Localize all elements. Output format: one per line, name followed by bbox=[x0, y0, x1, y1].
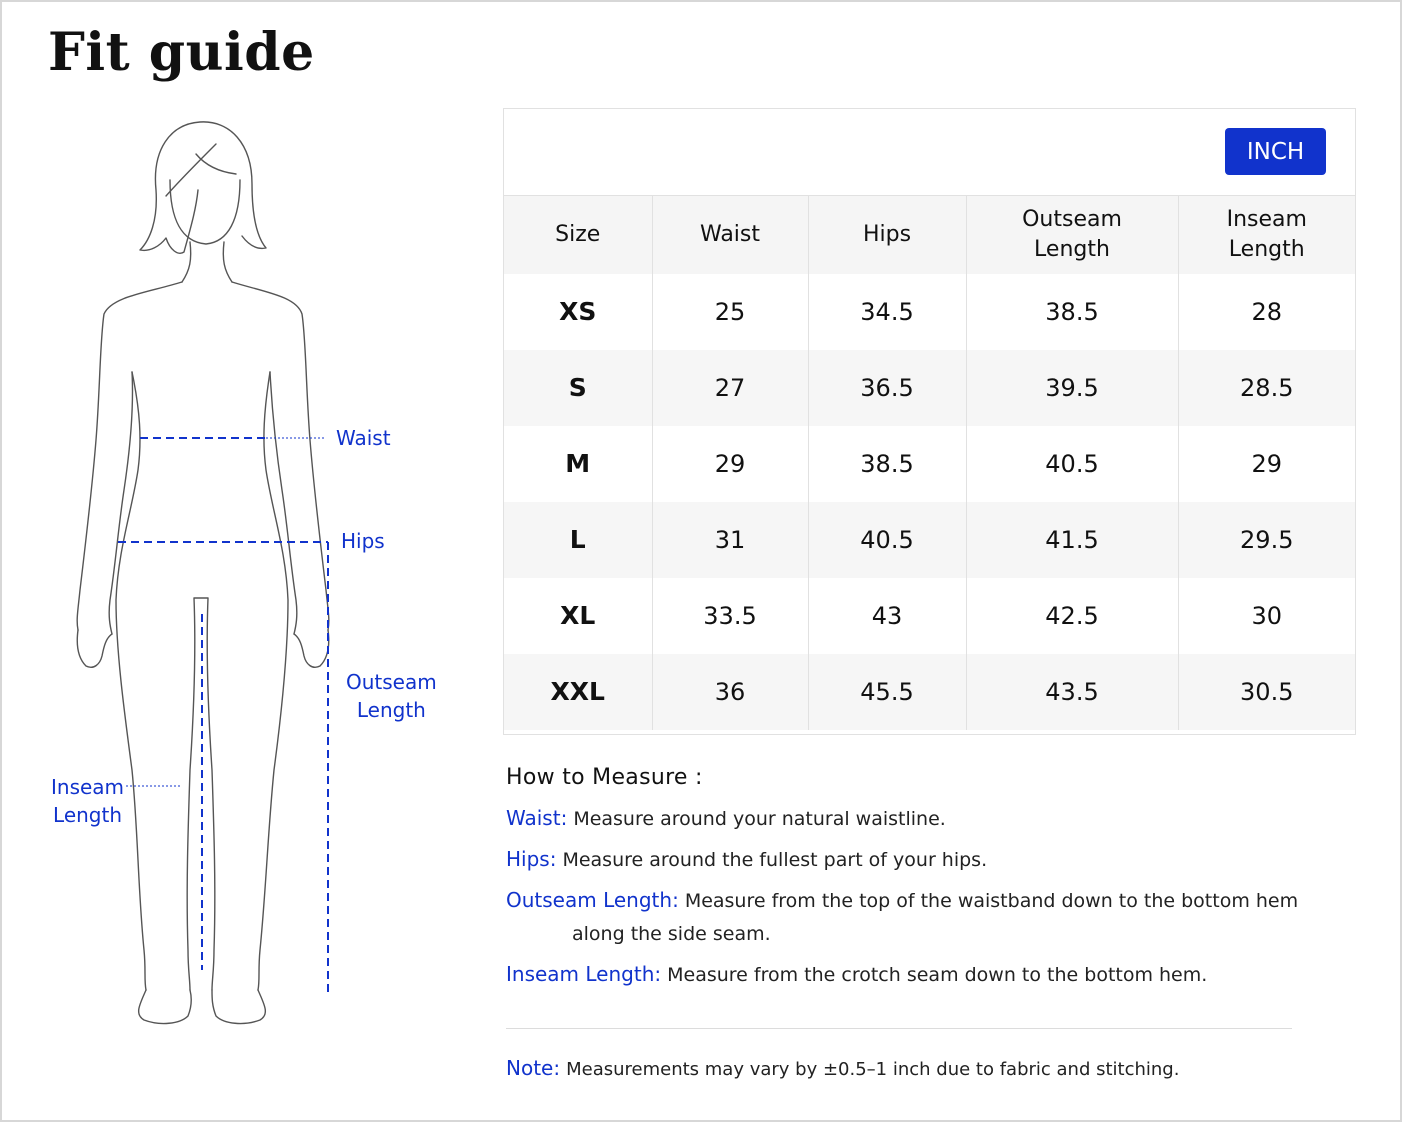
cell-waist: 31 bbox=[652, 502, 808, 578]
cell-outseam: 40.5 bbox=[966, 426, 1178, 502]
size-chart-card bbox=[503, 108, 1356, 735]
cell-size: M bbox=[504, 426, 652, 502]
header-outseam-line2: Length bbox=[1034, 236, 1110, 262]
measure-text: Measure around your natural waistline. bbox=[573, 808, 946, 830]
cell-size: L bbox=[504, 502, 652, 578]
cell-outseam: 42.5 bbox=[966, 578, 1178, 654]
measure-item-hips bbox=[506, 843, 1306, 877]
cell-waist: 33.5 bbox=[652, 578, 808, 654]
measure-key: Waist: bbox=[506, 806, 568, 830]
cell-size: XL bbox=[504, 578, 652, 654]
cell-outseam: 39.5 bbox=[966, 350, 1178, 426]
note-text: Measurements may vary by ±0.5–1 inch due to fabric and stitching. bbox=[566, 1059, 1180, 1080]
measurement-note bbox=[506, 1052, 1179, 1086]
measure-key: Outseam Length: bbox=[506, 888, 679, 912]
inseam-label bbox=[51, 773, 124, 829]
feet-outline bbox=[139, 990, 266, 1023]
hips-label: Hips bbox=[341, 529, 385, 553]
header-waist: Waist bbox=[652, 196, 808, 274]
cell-inseam: 30 bbox=[1251, 601, 1283, 630]
section-divider bbox=[506, 1028, 1292, 1029]
header-outseam-line1: Outseam bbox=[1022, 206, 1122, 232]
unit-toggle-button[interactable]: INCH bbox=[1225, 128, 1326, 175]
cell-inseam: 29.5 bbox=[1178, 502, 1355, 578]
table-row bbox=[504, 502, 1355, 578]
measure-text: Measure around the fullest part of your hips. bbox=[562, 849, 988, 871]
measure-key: Inseam Length: bbox=[506, 962, 662, 986]
inseam-label-line2: Length bbox=[53, 803, 123, 827]
cell-outseam: 38.5 bbox=[966, 274, 1178, 350]
table-row bbox=[504, 578, 1355, 654]
header-inseam-line2: Length bbox=[1228, 236, 1305, 262]
cell-size: S bbox=[504, 350, 652, 426]
cell-waist: 29 bbox=[652, 426, 808, 502]
cell-hips: 45.5 bbox=[808, 654, 966, 730]
table-row bbox=[504, 274, 1355, 350]
table-row bbox=[504, 654, 1355, 730]
cell-inseam: 28.5 bbox=[1178, 350, 1355, 426]
header-inseam bbox=[1178, 196, 1355, 274]
cell-size: XXL bbox=[504, 654, 652, 730]
torso-outline bbox=[77, 282, 329, 630]
cell-inseam: 30.5 bbox=[1178, 654, 1355, 730]
cell-hips: 36.5 bbox=[808, 350, 966, 426]
left-hand-outline bbox=[77, 630, 112, 667]
header-outseam bbox=[966, 196, 1178, 274]
cell-waist: 27 bbox=[652, 350, 808, 426]
header-hips: Hips bbox=[808, 196, 966, 274]
table-row bbox=[504, 426, 1355, 502]
body-illustration bbox=[20, 110, 480, 1040]
right-hand-outline bbox=[294, 630, 329, 667]
measure-item-inseam bbox=[506, 958, 1306, 992]
waist-label: Waist bbox=[336, 426, 391, 450]
cell-outseam: 41.5 bbox=[966, 502, 1178, 578]
note-key: Note: bbox=[506, 1056, 561, 1080]
outseam-label bbox=[346, 668, 437, 724]
cell-outseam: 43.5 bbox=[966, 654, 1178, 730]
table-header-row bbox=[504, 196, 1355, 274]
cell-size: XS bbox=[504, 274, 652, 350]
cell-hips: 34.5 bbox=[808, 274, 966, 350]
header-size: Size bbox=[504, 196, 652, 274]
how-to-measure-heading: How to Measure : bbox=[506, 765, 703, 790]
measure-item-outseam bbox=[506, 884, 1306, 951]
face-outline bbox=[170, 180, 240, 244]
hair-outline bbox=[140, 122, 266, 253]
cell-hips: 38.5 bbox=[808, 426, 966, 502]
measure-text: Measure from the top of the waistband down to the bottom hem along the side seam. bbox=[572, 890, 1299, 945]
size-chart-table bbox=[504, 195, 1355, 730]
outseam-label-line2: Length bbox=[356, 698, 426, 722]
cell-waist: 36 bbox=[652, 654, 808, 730]
measure-text: Measure from the crotch seam down to the bottom hem. bbox=[667, 964, 1208, 986]
outseam-label-line1: Outseam bbox=[346, 670, 437, 694]
cell-hips: 43 bbox=[808, 578, 966, 654]
table-row bbox=[504, 350, 1355, 426]
header-inseam-line1: Inseam bbox=[1226, 206, 1307, 232]
inseam-label-line1: Inseam bbox=[51, 775, 125, 799]
body-diagram bbox=[20, 110, 480, 1040]
cell-inseam: 28 bbox=[1251, 297, 1283, 326]
measure-key: Hips: bbox=[506, 847, 557, 871]
how-to-measure-section bbox=[506, 765, 1306, 999]
cell-waist: 25 bbox=[652, 274, 808, 350]
measure-item-waist bbox=[506, 802, 1306, 836]
cell-inseam: 29 bbox=[1251, 449, 1283, 478]
cell-hips: 40.5 bbox=[808, 502, 966, 578]
page-title: Fit guide bbox=[48, 22, 315, 83]
